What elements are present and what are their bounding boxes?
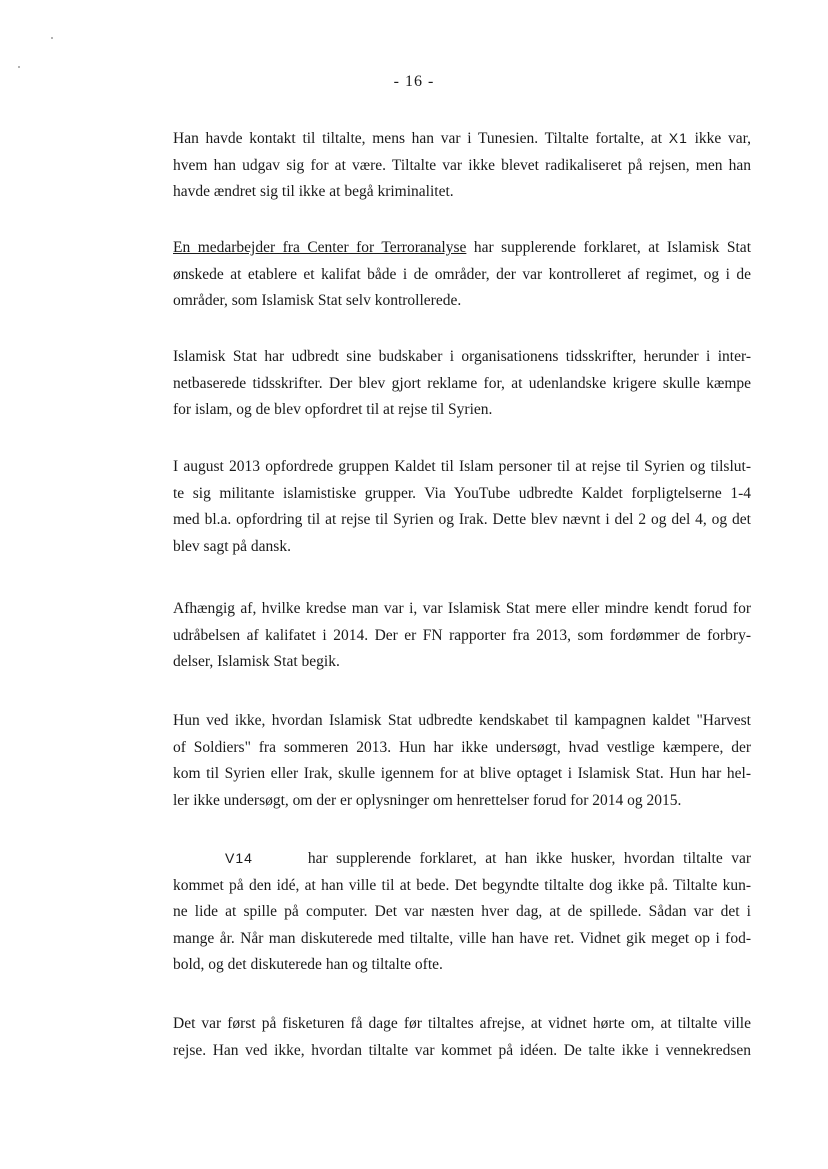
redacted-name: V14 — [225, 850, 253, 866]
paragraph — [173, 1011, 751, 1064]
text-line: ler ikke undersøgt, om der er oplysninger om henrettelser forud for 2014 og 2015. — [173, 791, 682, 809]
text-line: I august 2013 opfordrede gruppen Kaldet til Islam personer til at rejse til Syrien og tilslut- — [173, 458, 751, 475]
scan-speck — [51, 37, 53, 39]
text-line: Hun ved ikke, hvordan Islamisk Stat udbredte kendskabet til kampagnen kaldet "Harvest — [173, 712, 751, 729]
paragraph — [173, 708, 751, 814]
scan-speck — [18, 66, 20, 68]
text-line: te sig militante islamistiske grupper. Via YouTube udbredte Kaldet forpligtelserne 1-4 — [173, 484, 751, 502]
text-line: ne lide at spille på computer. Det var næsten hver dag, at de spillede. Sådan var det i — [173, 903, 751, 920]
paragraph — [173, 454, 751, 560]
text-line: delser, Islamisk Stat begik. — [173, 653, 340, 670]
text-line: for islam, og de blev opfordret til at rejse til Syrien. — [173, 401, 493, 418]
text-line: Afhængig af, hvilke kredse man var i, var Islamisk Stat mere eller mindre kendt forud for — [173, 600, 751, 617]
redacted-name: X1 — [668, 130, 688, 146]
paragraph — [173, 845, 751, 979]
text-line — [173, 845, 751, 873]
text-line: blev sagt på dansk. — [173, 537, 291, 555]
text-line: netbaserede tidsskrifter. Der blev gjort reklame for, at udenlandske krigere skulle kæmpe — [173, 374, 751, 392]
text-line — [173, 125, 751, 153]
text-line: of Soldiers" fra sommeren 2013. Hun har ikke undersøgt, hvad vestlige kæmpere, der — [173, 738, 751, 756]
text-segment: Han havde kontakt til tiltalte, mens han var i Tunesien. Tiltalte fortalte, at — [173, 130, 663, 147]
text-line: Islamisk Stat har udbredt sine budskaber i organisationens tidsskrifter, herunder i inter- — [173, 348, 751, 365]
text-line: kommet på den idé, at han ville til at bede. Det begyndte tiltalte dog ikke på. Tiltalte kun- — [173, 876, 751, 894]
text-line — [173, 235, 751, 262]
text-line: kom til Syrien eller Irak, skulle igennem for at blive optaget i Islamisk Stat. Hun har hel- — [173, 765, 751, 782]
text-line: hvem han udgav sig for at være. Tiltalte var ikke blevet radikaliseret på rejsen, men han — [173, 156, 751, 174]
text-line: bold, og det diskuterede han og tiltalte ofte. — [173, 956, 443, 973]
witness-title: En medarbejder fra Center for Terroranalyse — [173, 239, 467, 256]
text-segment: har supplerende forklaret, at han ikke husker, hvordan tiltalte var — [307, 850, 751, 867]
paragraph — [173, 344, 751, 424]
paragraph — [173, 125, 751, 206]
text-line: områder, som Islamisk Stat selv kontrollerede. — [173, 292, 462, 309]
text-line: rejse. Han ved ikke, hvordan tiltalte var kommet på idéen. De talte ikke i vennekredsen — [173, 1041, 751, 1059]
text-segment: har supplerende forklaret, at Islamisk Stat — [473, 239, 751, 256]
text-line: udråbelsen af kalifatet i 2014. Der er FN rapporter fra 2013, som fordømmer de forbry- — [173, 626, 751, 644]
paragraph — [173, 596, 751, 676]
text-line: mange år. Når man diskuterede med tiltalte, ville han have ret. Vidnet gik meget op i fod- — [173, 929, 751, 947]
text-line: med bl.a. opfordring til at rejse til Syrien og Irak. Dette blev nævnt i del 2 og del 4, og det — [173, 511, 751, 528]
text-line: Det var først på fisketuren få dage før tiltaltes afrejse, at vidnet hørte om, at tiltalte ville — [173, 1015, 751, 1032]
text-line: havde ændret sig til ikke at begå kriminalitet. — [173, 183, 454, 200]
paragraph — [173, 235, 751, 315]
text-segment: ikke var, — [694, 130, 752, 147]
text-line: ønskede at etablere et kalifat både i de områder, der var kontrolleret af regimet, og i de — [173, 265, 751, 283]
page-number: - 16 - — [393, 73, 435, 90]
